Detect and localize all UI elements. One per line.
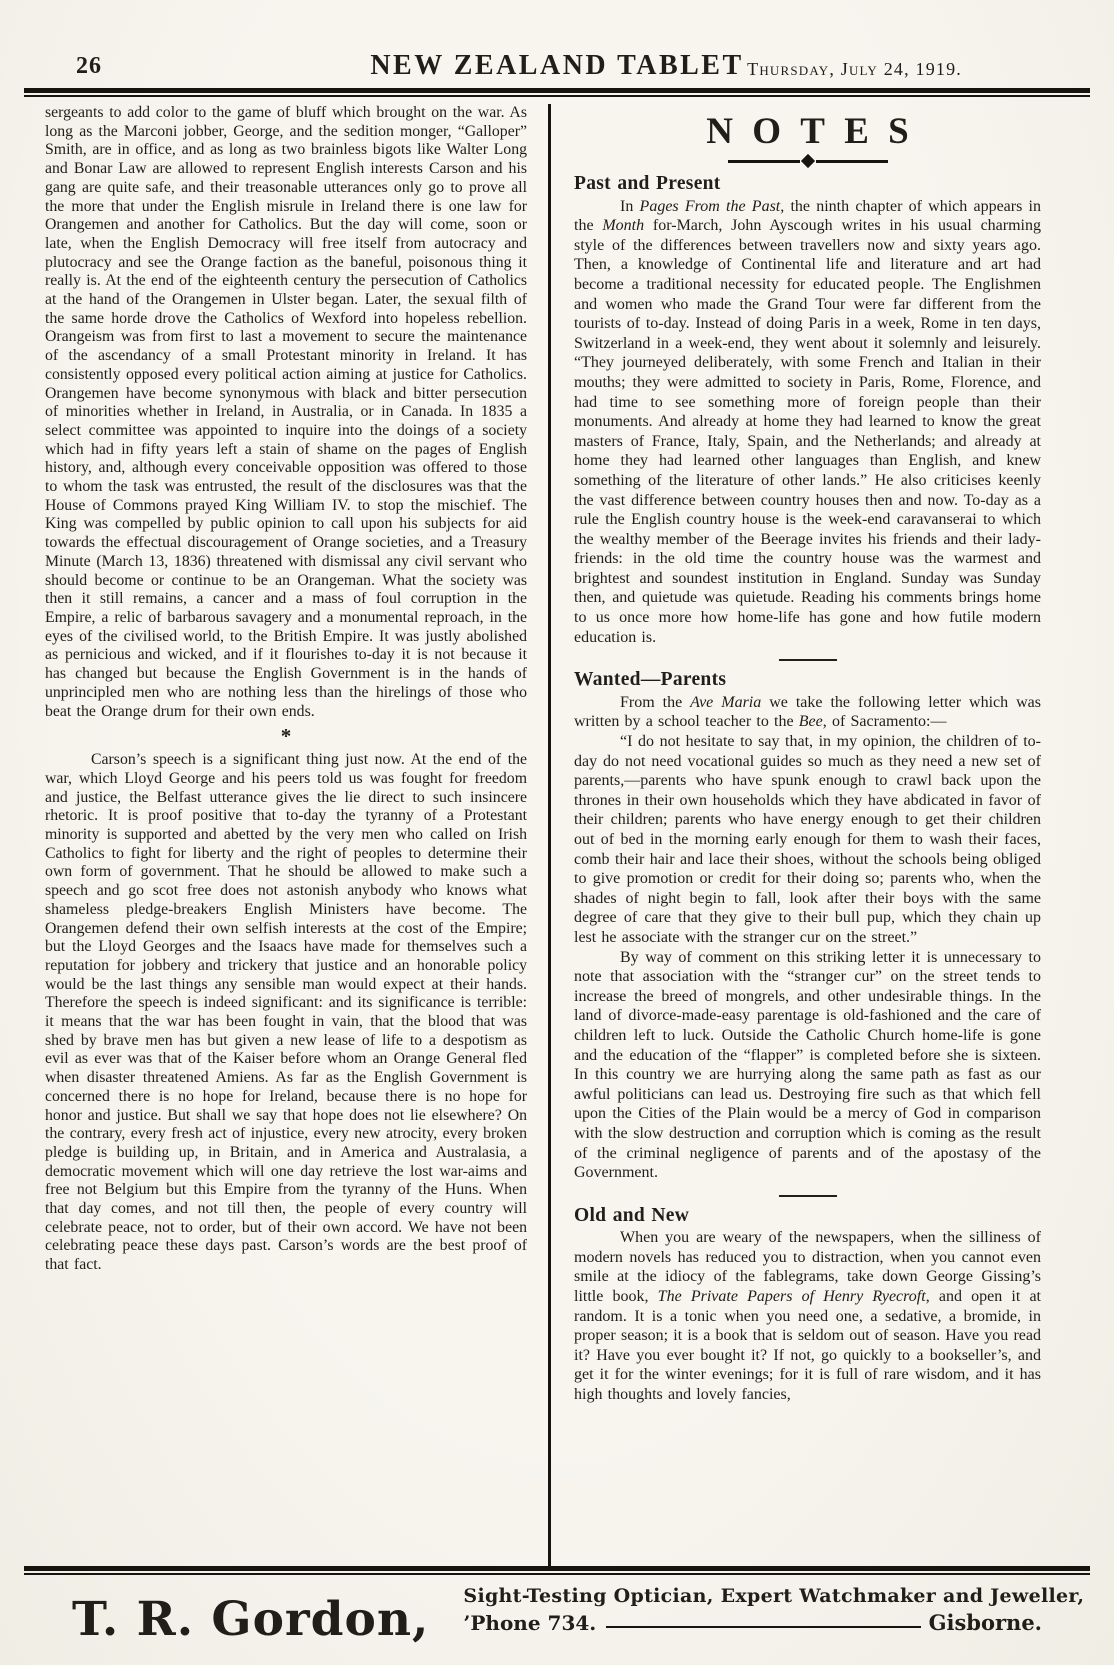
article-columns [0, 104, 1114, 1566]
body-paragraph: “I do not hesitate to say that, in my opinion, the children of to-day do not need vocational guides so much as they need a new set of parents,—parents who have spunk enough to crawl back upon the thrones in their own households which they have abdicated in favor of their children; parents who have energy enough to get their children out of bed in the morning early enough for them to wash their faces, comb their hair and lace their shoes, without the schools being obliged to give promotion or credit for their doing so; parents who, when the shades of night begin to fall, look after their boys with the same degree of care that they give to their bull pup, which they chain up lest he associate with the stranger cur on the street.” [574, 733, 1041, 946]
body-paragraph: Carson’s speech is a significant thing just now. At the end of the war, which Lloyd George and his peers told us was fought for freedom and justice, the Belfast utterance gives the lie direct to such insincere rhetoric. It is proof positive that to-day the tyranny of a Protestant minority is supported and abetted by the very men who called on Irish Catholics to fight for liberty and the right of peoples to determine their own form of government. That he should be allowed to make such a speech and go scot free does not astonish anybody who knows what shameless pledge-breakers English Ministers have become. The Orangemen defend their own selfish interests at the cost of the Empire; but the Lloyd Georges and the Isaacs have made for themselves such a reputation for jobbery and trickery that justice and an honorable policy would be the last things any sensible man would expect at their hands. Therefore the speech is indeed significant: and its significance is terrible: it means that the war has been fought in vain, that the blood that was shed by brave men has but given a new lease of life to a despotism as evil as ever was that of the Kaiser before whom an Orange General fled when disaster threatened Amiens. As far as the English Government is concerned there is no hope for Ireland, because there is no hope for honor and justice. But shall we say that hope does not lie elsewhere? On the contrary, every fresh act of injustice, every new atrocity, every broken pledge is building up, in Britain, and in America and Australasia, a democratic movement which will one day retrieve the lost war-aims and free not Belgium but this Empire from the tyranny of the Huns. When that day comes, and not till then, the people of every country will celebrate peace, not to order, but of their own accord. We have not been celebrating peace these days past. Carson’s words are the best proof of that fact. [45, 751, 527, 1274]
asterisk-separator: * [280, 724, 292, 749]
ad-details [463, 1577, 1085, 1635]
section-divider [779, 1195, 837, 1197]
notes-divider [728, 156, 888, 166]
body-paragraph: sergeants to add color to the game of bluff which brought on the war. As long as the Marconi jobber, George, and the sedition monger, “Galloper” Smith, are in office, and as long as two brainless bigots like Walter Long and Bonar Law are allowed to represent English interests Carson and his gang are quite safe, and their treasonable utterances only go to prove all the more that under the English misrule in Ireland there is one law for Orangemen and another for Catholics. But the day will come, soon or late, when the English Democracy will free itself from autocracy and plutocracy and see the Orange faction as the baneful, poisonous thing it really is. At the end of the eighteenth century the persecution of Catholics at the hand of the Orangemen in Ulster began. Later, the sexual filth of the same horde drove the Catholics of Wexford into hopeless rebellion. Orangeism was from first to last a movement to secure the maintenance of the ascendancy of a small Protestant minority in Ireland. It has consistently opposed every political action aiming at justice for Catholics. Orangemen have become synonymous with black and bitter persecution of minorities whether in Ireland, in Australia, or in Canada. In 1835 a select committee was appointed to inquire into the doings of a society which had in fifty years left a stain of shame on the pages of English history, and, although every conceivable opposition was offered to those to whom the task was entrusted, the result of the disclosures was that the House of Commons prayed King William IV. to stop the mischief. The King was compelled by public opinion to call upon his subjects for aid towards the effectual discouragement of Orange societies, and a Treasury Minute (March 13, 1836) threatened with dismissal any civil servant who should become or continue to be an Orangeman. What the society was then it still remains, a cancer and a mass of foul corruption in the Empire, a relic of barbarous savagery and a monumental reproach, in the eyes of the civilised world, to the British Empire. It was justly abolished as pernicious and wicked, and if it flourishes to-day it is not because it has changed but because the English Government is in the hands of unprincipled men who are nothing less than the hirelings of those who beat the Orange drum for their own ends. [45, 104, 527, 720]
divider-line [816, 160, 888, 163]
notes-heading: NOTES [706, 111, 928, 152]
body-paragraph: When you are weary of the newspapers, when the silliness of modern novels has reduced you to distraction, when you cannot even smile at the idiocy of the fablegrams, take down George Gissing’s little book, The Private Papers of Henry Ryecroft, and open it at random. It is a tonic when you need one, a sedative, a bromide, in proper season; it is a book that is seldom out of season. Have you read it? Have you ever bought it? If not, go quickly to a bookseller’s, and get it for the winter evenings; for it is full of rare wisdom, and it has high thoughts and lovely fancies, [574, 1229, 1041, 1404]
right-column [574, 104, 1041, 1566]
ad-rule-line [606, 1626, 920, 1628]
body-paragraph: From the Ave Maria we take the following letter which was written by a school teacher to the Bee, of Sacramento:— [574, 693, 1041, 731]
ad-location: Gisborne. [928, 1610, 1042, 1635]
column-divider [548, 104, 551, 1566]
divider-line [728, 160, 800, 163]
issue-date: Thursday, July 24, 1919. [747, 59, 962, 79]
masthead-title: NEW ZEALAND TABLET [370, 50, 744, 81]
section-heading-wanted-parents: Wanted—Parents [574, 669, 727, 691]
ad-phone: ’Phone 734. [463, 1611, 597, 1635]
body-paragraph: By way of comment on this striking letter it is unnecessary to note that association with the “stranger cur” on the street tends to increase the breed of mongrels, and other undesirable things. In the land of divorce-made-easy parentage is old-fashioned and the care of children left to luck. Outside the Catholic Church home-life is gone and the education of the “flapper” is completed before she is sixteen. In this country we are hurrying along the same path as fast as our awful politicians can lead us. Destroying fire such as that which fell upon the Cities of the Plain would be a mercy of God in comparison with the slow destruction and corruption which is coming as the result of the criminal negligence of parents and of the apostasy of the Government. [574, 948, 1041, 1182]
ad-contact-row [463, 1610, 1042, 1635]
header-rule [24, 88, 1090, 97]
diamond-icon [800, 154, 814, 168]
page-number: 26 [76, 53, 102, 79]
section-heading-past-and-present: Past and Present [574, 173, 721, 194]
left-column [45, 104, 527, 1566]
advertisement [0, 1575, 1114, 1665]
advertiser-name: T. R. Gordon, [72, 1592, 430, 1647]
section-divider [779, 659, 837, 661]
ad-tagline: Sight-Testing Optician, Expert Watchmaker and Jeweller, [463, 1585, 1085, 1607]
footer-rule [24, 1566, 1090, 1575]
body-paragraph: In Pages From the Past, the ninth chapter of which appears in the Month for-March, John Ayscough writes in his usual charming style of the differences between travellers now and sixty years ago. Then, a knowledge of Continental life and literature and art had become a traditional necessity for educated people. The Englishmen and women who made the Grand Tour were far different from the tourists of to-day. Instead of doing Paris in a week, Rome in ten days, Switzerland in a week-end, they went about it solemnly and leisurely. “They journeyed deliberately, with some French and Italian in their mouths; they were admitted to society in Paris, Rome, Florence, and had time to see something more of foreign people than their monuments. And already at home they had learned to know the great masters of France, Italy, Spain, and the Netherlands; and already at home they had learned other languages than English, and knew something of the literature of other lands.” He also criticises keenly the vast difference between country houses then and now. To-day as a rule the English country house is the week-end caravanserai to which the wealthy member of the Beerage invites his friends and their lady-friends: in the old time the country house was the warmest and brightest and soundest institution in England. Sunday was Sunday then, and quietude was quietude. Reading his comments brings home to us once more how home-life has gone and how futile modern education is. [574, 197, 1041, 646]
page-header [0, 0, 1114, 88]
section-heading-old-and-new: Old and New [574, 1204, 690, 1226]
